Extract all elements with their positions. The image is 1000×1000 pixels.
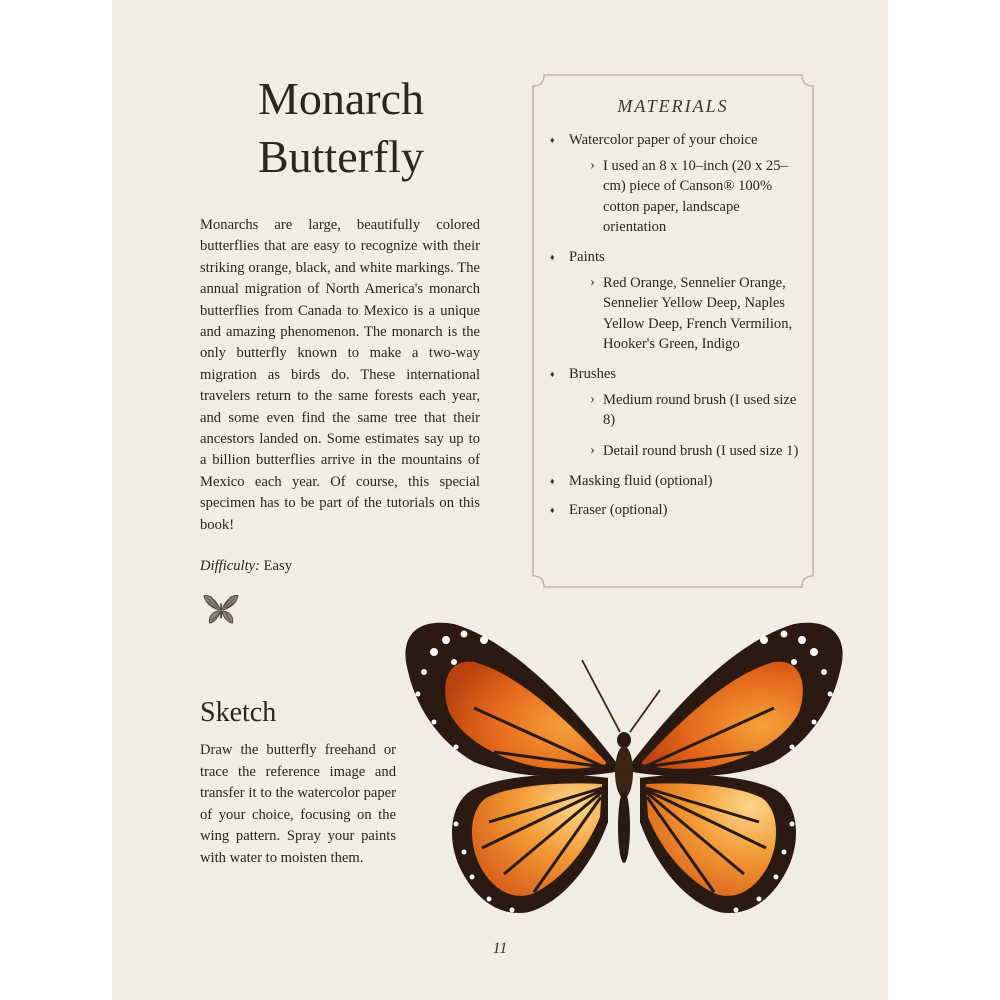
intro-paragraph: Monarchs are large, beautifully colored butterflies that are easy to recognize with their striking orange, black, and white markings. The annual migration of North America's monarch butterflies from Canada to Mexico is a unique and amazing phenomenon. The monarch is the only butterfly known to make a two-way migration as birds do. These international travelers return to the same forests each year, and some even find the same tree that their ancestors landed on. Some estimates say up to a billion butterflies arrive in the mountains of Mexico each year. Of course, this special specimen has to be part of the tutorials on this book!: [200, 217, 480, 533]
butterfly-abdomen: [618, 791, 630, 863]
sketch-heading: Sketch: [200, 697, 277, 728]
materials-item: [550, 471, 802, 491]
butterfly-head: [617, 732, 631, 748]
materials-item: [550, 130, 802, 237]
materials-sublist: [569, 273, 802, 354]
materials-subitem: › I used an 8 x 10–inch (20 x 25–cm) piece of Canson® 100% cotton paper, landscape orientation: [603, 156, 802, 237]
page-number: 11: [492, 940, 508, 957]
difficulty-value: Easy: [263, 558, 293, 574]
materials-item-label: Paints: [569, 249, 605, 266]
materials-subitem: › Medium round brush (I used size 8): [603, 390, 802, 430]
materials-item-label: Brushes: [569, 366, 617, 383]
materials-item: [550, 364, 802, 461]
materials-title: MATERIALS: [617, 96, 729, 116]
right-wings: [632, 623, 843, 913]
small-butterfly-icon: [202, 590, 240, 628]
materials-subitem: › Red Orange, Sennelier Orange, Sennelier Yellow Deep, Naples Yellow Deep, French Vermilion, Hooker's Green, Indigo: [603, 273, 802, 354]
materials-item-label: Eraser (optional): [569, 502, 668, 519]
materials-list: [550, 130, 802, 529]
materials-box: [532, 74, 814, 588]
materials-item-label: Watercolor paper of your choice: [569, 132, 758, 148]
page-title: Monarch Butterfly: [257, 73, 425, 182]
difficulty-line: [200, 558, 292, 575]
materials-item-label: Masking fluid (optional): [569, 472, 713, 489]
butterfly-thorax: [615, 746, 633, 798]
monarch-butterfly-illustration: [394, 612, 854, 932]
materials-item: [550, 247, 802, 354]
materials-item: [550, 500, 802, 520]
materials-sublist: [569, 390, 802, 461]
sketch-paragraph: Draw the butterfly freehand or trace the reference image and transfer it to the watercolor paper of your choice, focusing on the wing pattern. Spray your paints with water to moisten them.: [200, 742, 396, 866]
materials-sublist: [569, 156, 802, 237]
materials-subitem: › Detail round brush (I used size 1): [603, 441, 802, 461]
book-page: [112, 0, 888, 1000]
difficulty-label: Difficulty:: [200, 558, 260, 574]
